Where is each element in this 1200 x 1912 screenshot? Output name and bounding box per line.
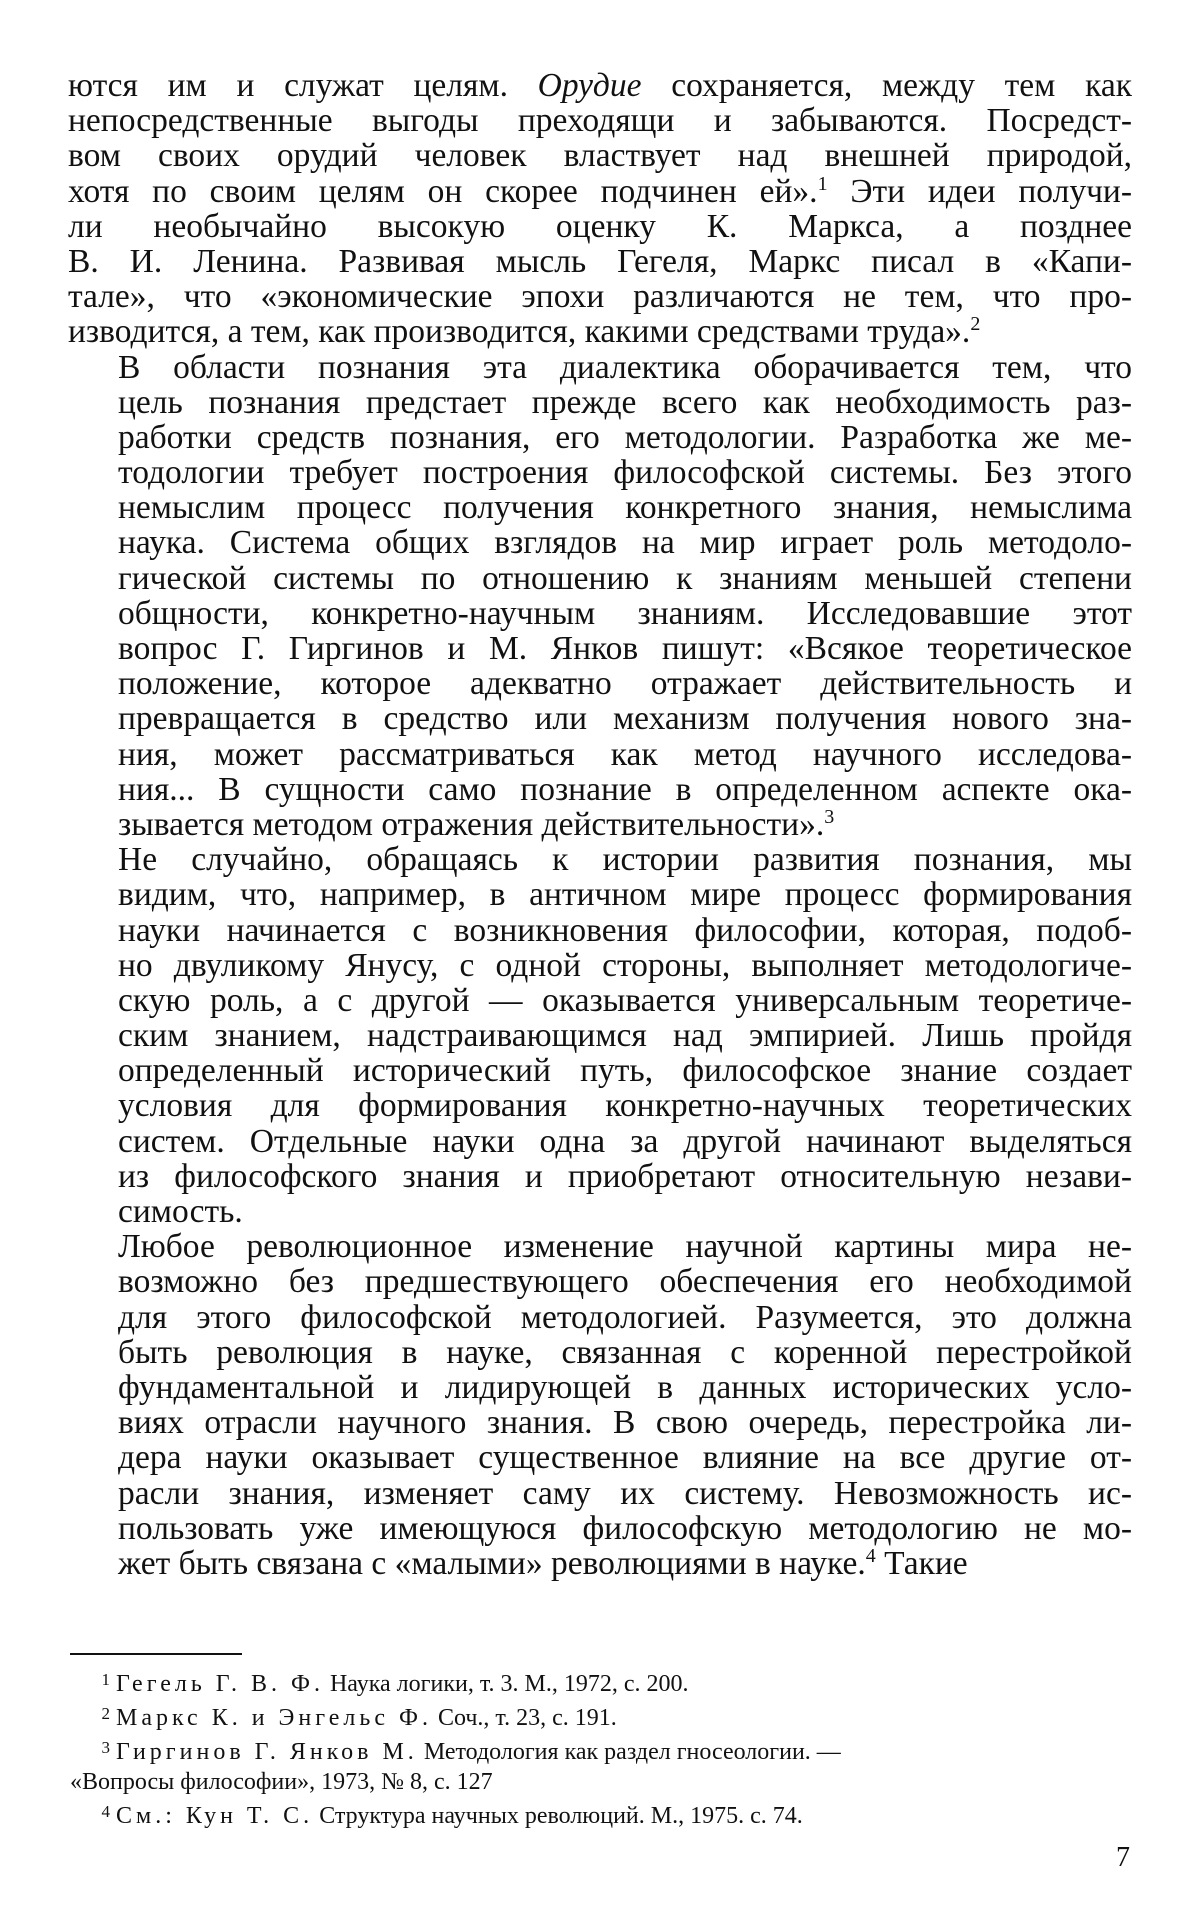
text-line: превращается в средство или механизм получения нового зна- <box>118 701 1132 737</box>
footnote-author: См.: Кун Т. С. <box>116 1803 314 1829</box>
footnote-text: Методология как раздел гносеологии. — <box>417 1739 841 1765</box>
text-line: ния, может рассматриваться как метод научного исследова- <box>118 736 1132 772</box>
footnote <box>70 1665 1130 1699</box>
text-line: ния... В сущности само познание в определенном аспекте ока- <box>118 771 1132 807</box>
footnote-rule <box>70 1653 242 1655</box>
paragraph <box>68 68 1132 350</box>
footnote <box>70 1797 1130 1831</box>
text-line: виях отрасли научного знания. В свою очередь, перестройка ли- <box>118 1405 1132 1441</box>
text-line: дера науки оказывает существенное влияние на все другие от- <box>118 1440 1132 1476</box>
text-line: быть революция в науке, связанная с коренной перестройкой <box>118 1334 1132 1370</box>
text-line: видим, что, например, в античном мире процесс формирования <box>118 877 1132 913</box>
footnote-text: Наука логики, т. 3. М., 1972, с. 200. <box>323 1671 689 1697</box>
text-line: для этого философской методологией. Разумеется, это должна <box>118 1299 1132 1335</box>
text-line: условия для формирования конкретно-научных теоретических <box>118 1088 1132 1124</box>
footnote-number: 2 <box>101 1704 110 1723</box>
footnote-number: 3 <box>101 1738 110 1757</box>
footnote <box>70 1733 1130 1767</box>
text-line: изводится, а тем, как производится, какими средствами труда».$^2$ <box>68 314 981 350</box>
text-line: наука. Система общих взглядов на мир играет роль методоло- <box>118 525 1132 561</box>
footnote-text: Соч., т. 23, с. 191. <box>431 1705 617 1731</box>
paragraph <box>68 842 1132 1229</box>
paragraph <box>68 1229 1132 1581</box>
text-line: цель познания предстает прежде всего как необходимость раз- <box>118 384 1132 420</box>
footnotes <box>70 1665 1130 1831</box>
text-line: фундаментальной и лидирующей в данных исторических усло- <box>118 1369 1132 1406</box>
footnote-number: 1 <box>101 1670 110 1689</box>
text-line: непосредственные выгоды преходящи и забываются. Посредст- <box>68 103 1132 139</box>
page-number: 7 <box>1116 1842 1130 1873</box>
text-line: вопрос Г. Гиргинов и М. Янков пишут: «Всякое теоретическое <box>118 631 1132 667</box>
text-line: ли необычайно высокую оценку К. Маркса, а позднее <box>68 208 1132 244</box>
text-line: скую роль, а с другой — оказывается универсальным теоретиче- <box>118 982 1132 1019</box>
text-line: немыслим процесс получения конкретного знания, немыслима <box>118 490 1132 526</box>
text-line: Не случайно, обращаясь к истории развития познания, мы <box>118 842 1132 878</box>
footnote-continuation: «Вопросы философии», 1973, № 8, с. 127 <box>70 1769 493 1795</box>
text-line: Любое революционное изменение научной картины мира не- <box>118 1229 1132 1265</box>
footnote-number: 4 <box>101 1802 110 1821</box>
document-body <box>68 68 1132 1581</box>
text-line: работки средств познания, его методологии. Разработка же ме- <box>118 419 1132 456</box>
text-line: хотя по своим целям он скорее подчинен ей».$^1$ Эти идеи получи- <box>68 173 1132 209</box>
footnote-author: Маркс К. и Энгельс Ф. <box>116 1705 432 1731</box>
text-line: положение, которое адекватно отражает действительность и <box>118 666 1132 702</box>
footnote-author: Гегель Г. В. Ф. <box>116 1671 324 1697</box>
text-line: В области познания эта диалектика оборачивается тем, что <box>118 349 1132 385</box>
text-line: пользовать уже имеющуюся философскую методологию не мо- <box>118 1510 1132 1546</box>
text-line: гической системы по отношению к знаниям меньшей степени <box>118 560 1132 596</box>
text-line: ским знанием, надстраивающимся над эмпирией. Лишь пройдя <box>118 1018 1132 1054</box>
paragraph <box>68 350 1132 843</box>
text-line: из философского знания и приобретают относительную незави- <box>118 1158 1132 1194</box>
text-line: симость. <box>118 1194 243 1230</box>
text-line: науки начинается с возникновения философии, которая, подоб- <box>118 912 1132 948</box>
text-line: общности, конкретно-научным знаниям. Исследовавшие этот <box>118 595 1132 631</box>
text-line: жет быть связана с «малыми» революциями в науке.$^4$ Такие <box>118 1545 968 1582</box>
text-line: возможно без предшествующего обеспечения его необходимой <box>118 1264 1132 1300</box>
text-line: В. И. Ленина. Развивая мысль Гегеля, Маркс писал в «Капи- <box>68 243 1132 280</box>
footnote-author: Гиргинов Г. Янков М. <box>116 1739 418 1765</box>
text-line: систем. Отдельные науки одна за другой начинают выделяться <box>118 1123 1132 1159</box>
footnote-text: Структура научных революций. М., 1975. с. 74. <box>313 1803 803 1829</box>
text-line: расли знания, изменяет саму их систему. Невозможность ис- <box>118 1475 1132 1511</box>
text-line: но двуликому Янусу, с одной стороны, выполняет методологиче- <box>118 947 1132 983</box>
text-line: определенный исторический путь, философское знание создает <box>118 1053 1132 1089</box>
text-line: тодологии требует построения философской системы. Без этого <box>118 455 1132 491</box>
text-line: ются им и служат целям. Орудие сохраняется, между тем как <box>68 68 1132 104</box>
text-line: тале», что «экономические эпохи различаются не тем, что про- <box>68 279 1132 315</box>
text-line: вом своих орудий человек властвует над внешней природой, <box>68 138 1132 174</box>
text-line: зывается методом отражения действительности».$^3$ <box>118 806 835 843</box>
footnote <box>70 1699 1130 1733</box>
